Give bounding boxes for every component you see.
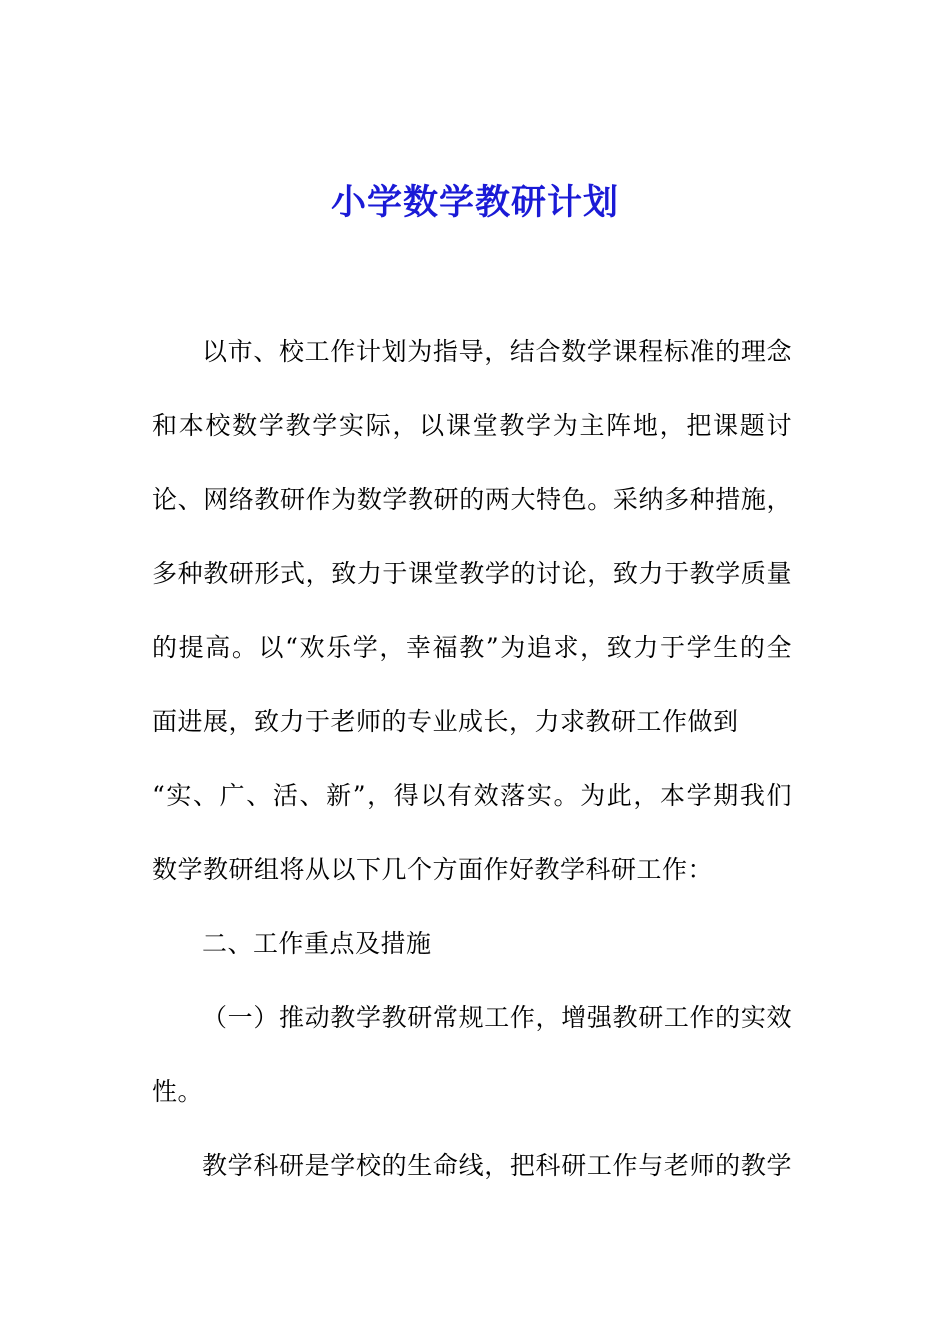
paragraph-line-4: 多种教研形式，致力于课堂教学的讨论，致力于教学质量: [152, 559, 792, 588]
subsection-heading-line-1: （一）推动教学教研常规工作，增强教研工作的实效: [202, 1003, 792, 1032]
document-title: 小学数学教研计划: [330, 183, 619, 223]
paragraph-2-line-1: 教学科研是学校的生命线，把科研工作与老师的教学: [202, 1151, 792, 1180]
section-heading: 二、工作重点及措施: [202, 929, 432, 958]
paragraph-line-5: 的提高。以“欢乐学，幸福教”为追求，致力于学生的全: [152, 633, 792, 662]
paragraph-line-7: “实、广、活、新”，得以有效落实。为此，本学期我们: [152, 781, 792, 810]
paragraph-line-6: 面进展，致力于老师的专业成长，力求教研工作做到: [152, 707, 739, 736]
paragraph-line-1: 以市、校工作计划为指导，结合数学课程标准的理念: [202, 337, 792, 366]
paragraph-line-3: 论、网络教研作为数学教研的两大特色。采纳多种措施，: [152, 485, 792, 514]
subsection-heading-line-2: 性。: [152, 1077, 204, 1106]
paragraph-line-2: 和本校数学教学实际，以课堂教学为主阵地，把课题讨: [152, 411, 792, 440]
paragraph-line-8: 数学教研组将从以下几个方面作好教学科研工作：: [152, 855, 714, 884]
